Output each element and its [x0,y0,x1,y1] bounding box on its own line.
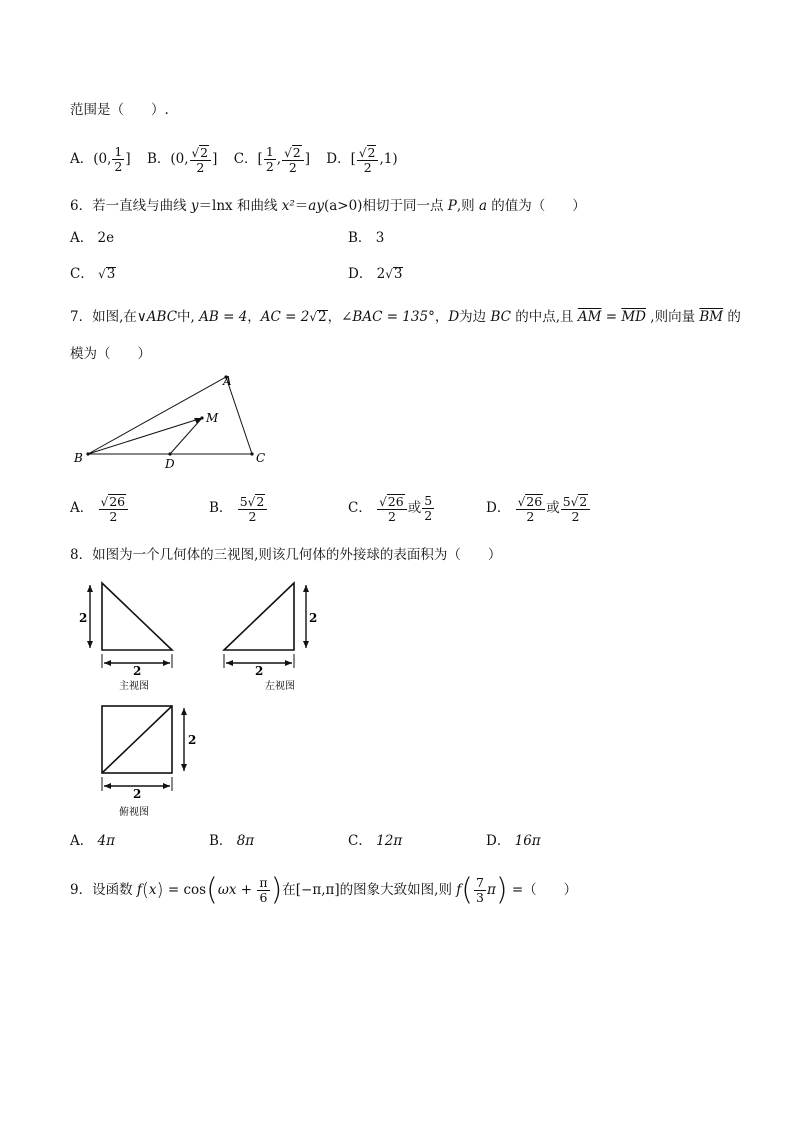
q5-option-a: A．(0, $\frac{1}{2}$ ] [70,144,131,174]
q7-option-c: C． $\frac{√26}{2}$ 或 $\frac{5}{2}$ [348,493,433,524]
q8-option-b: B． 8π [209,833,255,849]
q6-option-b: B． 3 [348,230,385,246]
side-view [224,583,294,650]
top-dim-h-label: 2 [188,733,197,747]
q5-option-b: B．(0, $\frac{√2}{2}$ ] [146,144,218,175]
q6-option-a: A． 2e [70,230,115,246]
top-caption: 俯视图 [119,807,149,818]
front-dim-h-label: 2 [79,611,88,625]
vector-am: $\overline{AM}$ [577,309,602,325]
front-caption: 主视图 [119,681,149,692]
q6-option-c: C． √3 [70,266,116,282]
label-b: B [74,451,83,465]
side-dim-h-label: 2 [309,611,318,625]
q5-options [70,142,398,176]
vector-md: $\overline{MD}$ [621,309,646,325]
q5-option-c: C．[ $\frac{1}{2}$ , $\frac{√2}{2}$ ] [233,144,310,175]
top-view [102,706,172,773]
side-dim-w-label: 2 [255,664,264,678]
label-c: C [256,451,266,465]
fraction: $\frac{1}{2}$ [114,144,123,174]
side-caption: 左视图 [265,681,295,692]
segment-bm [88,418,202,454]
q6-stem: 6．若一直线与曲线 y＝lnx 和曲线 x²＝ay(a>0)相切于同一点 P,则 a 的值为（ ） [70,198,586,214]
q5-option-d: D．[ $\frac{√2}{2}$ ,1) [326,144,398,175]
vector-bm: $\overline{BM}$ [699,309,724,325]
label-d: D [165,457,175,470]
front-view [102,583,172,650]
label-a: A [223,374,232,388]
q8-option-c: C． 12π [348,833,403,849]
q7-triangle-figure [70,370,280,470]
q8-option-a: A． 4π [70,833,116,849]
q8-option-d: D． 16π [486,833,541,849]
front-dim-w-label: 2 [133,664,142,678]
q7-option-d: D． $\frac{√26}{2}$ 或 $\frac{5√2}{2}$ [486,490,591,526]
label-m: M [206,411,219,425]
triangle-abc [88,377,252,454]
q5-stem-tail: 范围是（ ）. [70,102,169,118]
q7-option-b: B． $\frac{5√2}{2}$ [209,490,268,526]
q8-three-views-figure [72,578,332,823]
q7-stem-line2: 模为（ ） [70,346,151,362]
q8-stem: 8．如图为一个几何体的三视图,则该几何体的外接球的表面积为（ ） [70,547,502,563]
q6-option-d: D． 2√3 [348,266,403,282]
q9-stem: 9．设函数 f(x) = cos(ωx + $\frac{\pi}{6}$ )在[−π,π]的图象大致如图,则 f( $\frac{7}{3}$ π) =（ ） [70,872,578,908]
q7-stem: 7．如图,在∨ABC中, AB = 4，AC = 2√2，∠BAC = 135°，D为边 BC 的中点,且 $\overline{AM} = \overline{MD}$ ,则向量 $\overline{BM}$ 的 [70,309,741,325]
top-dim-w-label: 2 [133,787,142,801]
q7-option-a: A． $\frac{√26}{2}$ [70,490,129,526]
